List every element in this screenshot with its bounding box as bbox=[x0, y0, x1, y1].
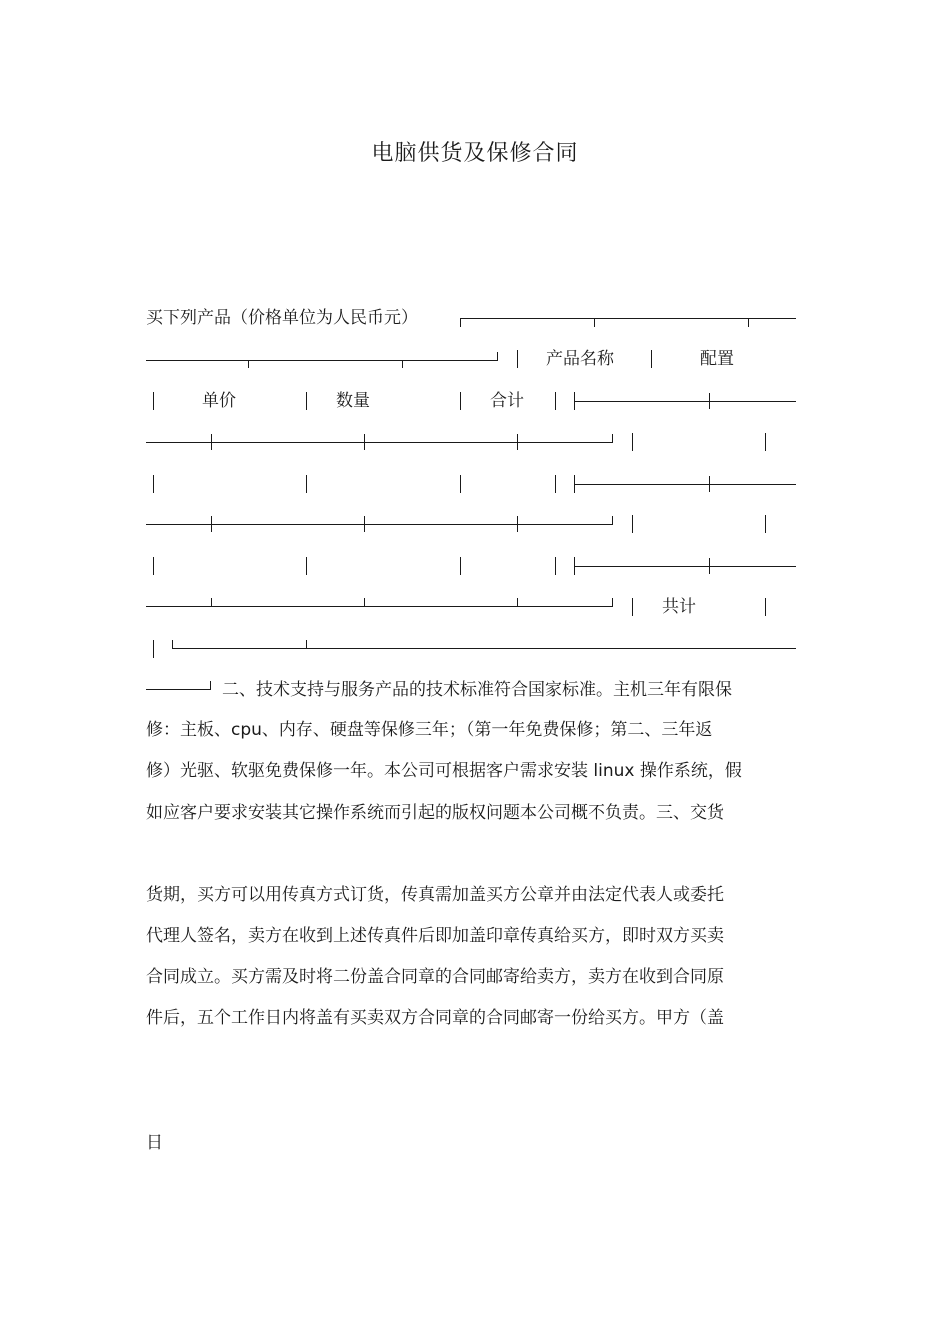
contract-header-line bbox=[182, 259, 802, 293]
table-bar bbox=[555, 475, 556, 493]
body-line: 二、技术支持与服务产品的技术标准符合国家标准。主机三年有限保 bbox=[222, 680, 732, 700]
header-config: 配置 bbox=[700, 349, 734, 369]
table-bar bbox=[306, 392, 307, 410]
table-tick bbox=[748, 318, 749, 327]
header-total: 合计 bbox=[490, 391, 524, 411]
table-bar bbox=[765, 433, 766, 451]
table-rule bbox=[575, 401, 796, 402]
table-rule bbox=[146, 360, 498, 361]
signature-blank-line bbox=[146, 1084, 226, 1118]
table-bar bbox=[765, 598, 766, 616]
body-line: 合同成立。买方需及时将二份盖合同章的合同邮寄给卖方，卖方在收到合同原 bbox=[146, 967, 724, 987]
table-bar bbox=[460, 475, 461, 493]
table-rule bbox=[146, 442, 612, 443]
table-rule bbox=[146, 606, 612, 607]
header-unit-price: 单价 bbox=[202, 391, 236, 411]
table-rule bbox=[575, 566, 796, 567]
table-bar bbox=[632, 433, 633, 451]
table-rule bbox=[575, 484, 796, 485]
total-label: 共计 bbox=[662, 597, 696, 617]
table-rule bbox=[460, 318, 796, 319]
table-tick bbox=[306, 640, 307, 649]
table-bar bbox=[651, 350, 652, 368]
table-tick bbox=[460, 318, 461, 327]
signature-party-b bbox=[441, 1042, 802, 1076]
table-tick bbox=[172, 640, 173, 648]
table-tick bbox=[517, 516, 518, 532]
table-bar bbox=[153, 557, 154, 575]
signature-date-line-2 bbox=[316, 1126, 556, 1160]
table-bar bbox=[153, 392, 154, 410]
table-tick bbox=[402, 360, 403, 368]
document-title: 电脑供货及保修合同 bbox=[371, 141, 579, 166]
table-tick bbox=[594, 318, 595, 327]
table-bar bbox=[555, 557, 556, 575]
table-tick bbox=[364, 434, 365, 450]
table-tick bbox=[210, 681, 211, 690]
table-tick bbox=[364, 516, 365, 532]
table-bar bbox=[460, 557, 461, 575]
body-line: 代理人签名，卖方在收到上述传真件后即加盖印章传真给买方，即时双方买卖 bbox=[146, 926, 724, 946]
table-bar bbox=[765, 515, 766, 533]
table-bar bbox=[632, 515, 633, 533]
body-line: 修：主板、cpu、内存、硬盘等保修三年；（第一年免费保修；第二、三年返 bbox=[146, 720, 713, 740]
table-bar bbox=[632, 598, 633, 616]
table-bar bbox=[153, 475, 154, 493]
table-bar bbox=[517, 350, 518, 368]
table-tick bbox=[517, 434, 518, 450]
table-rule bbox=[146, 524, 612, 525]
table-tick bbox=[612, 434, 613, 443]
header-quantity: 数量 bbox=[336, 391, 370, 411]
table-tick bbox=[612, 516, 613, 525]
body-line: 件后，五个工作日内将盖有买卖双方合同章的合同邮寄一份给买方。甲方（盖 bbox=[146, 1008, 724, 1028]
table-bar bbox=[306, 475, 307, 493]
table-tick bbox=[709, 476, 710, 492]
table-tick bbox=[211, 598, 212, 607]
table-rule bbox=[172, 648, 796, 649]
table-tick bbox=[612, 598, 613, 607]
table-bar bbox=[153, 640, 154, 658]
day-label-line: 日 bbox=[146, 1133, 163, 1153]
table-tick bbox=[497, 352, 498, 361]
table-bar bbox=[555, 392, 556, 410]
body-line: 如应客户要求安装其它操作系统而引起的版权问题本公司概不负责。三、交货 bbox=[146, 803, 724, 823]
table-tick bbox=[211, 434, 212, 450]
signature-party-a bbox=[146, 1042, 296, 1076]
table-bar bbox=[306, 557, 307, 575]
signature-date-line bbox=[374, 1084, 802, 1118]
table-tick bbox=[709, 393, 710, 409]
table-tick bbox=[248, 360, 249, 368]
table-tick bbox=[517, 598, 518, 607]
header-product-name: 产品名称 bbox=[546, 349, 614, 369]
table-tick bbox=[709, 558, 710, 574]
delivery-line bbox=[146, 838, 802, 872]
table-rule bbox=[146, 689, 210, 690]
table-tick bbox=[364, 598, 365, 607]
body-line: 货期，买方可以用传真方式订货，传真需加盖买方公章并由法定代表人或委托 bbox=[146, 885, 724, 905]
table-bar bbox=[460, 392, 461, 410]
table-tick bbox=[211, 516, 212, 532]
price-unit-line: 买下列产品（价格单位为人民币元） bbox=[146, 308, 418, 328]
body-line: 修）光驱、软驱免费保修一年。本公司可根据客户需求安装 linux 操作系统，假 bbox=[146, 761, 742, 781]
